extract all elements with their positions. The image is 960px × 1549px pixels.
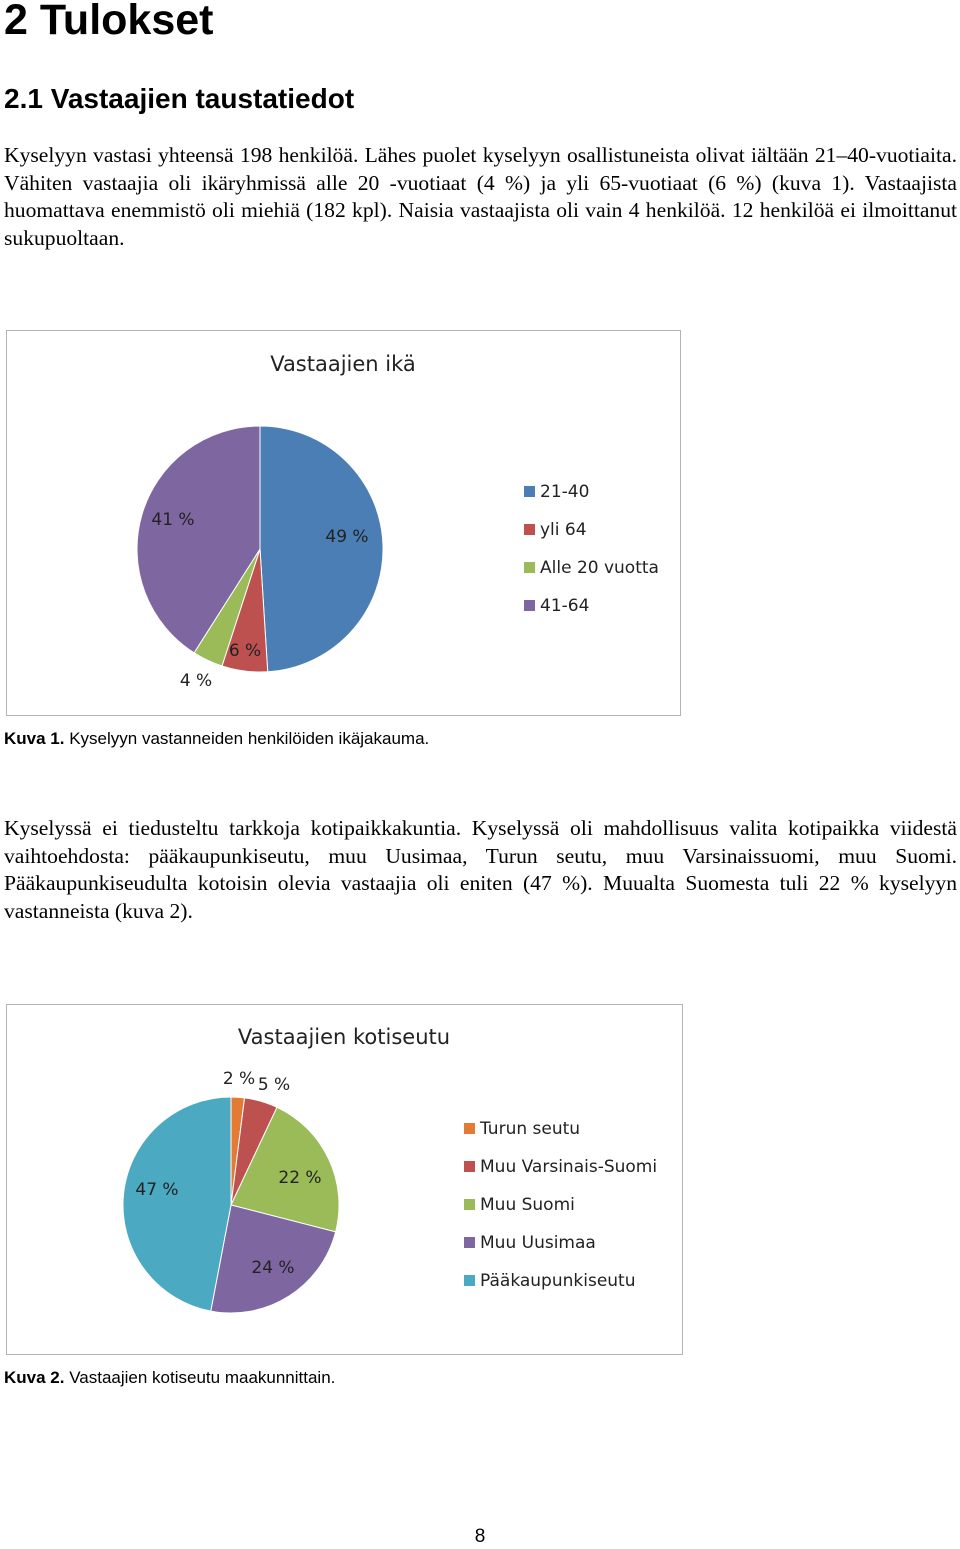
slice-label: 6 % xyxy=(228,641,262,661)
slice-label: 24 % xyxy=(251,1258,295,1278)
slice-label: 4 % xyxy=(179,671,213,691)
page-heading: 2 Tulokset xyxy=(4,0,214,44)
legend-swatch xyxy=(524,524,535,535)
legend-label: Muu Suomi xyxy=(480,1195,575,1215)
legend-swatch xyxy=(464,1237,475,1248)
legend-label: 21-40 xyxy=(540,482,590,502)
legend-label: Muu Varsinais-Suomi xyxy=(480,1157,658,1177)
figure-caption-2 xyxy=(4,1367,335,1389)
legend-swatch xyxy=(524,486,535,497)
legend-label: yli 64 xyxy=(540,520,587,540)
caption-label: Kuva 2. xyxy=(4,1368,65,1387)
slice-label: 47 % xyxy=(135,1180,179,1200)
legend-label: Turun seutu xyxy=(480,1119,581,1139)
legend-label: 41-64 xyxy=(540,596,590,616)
page-number: 8 xyxy=(474,1526,486,1547)
legend-swatch xyxy=(524,600,535,611)
section-heading: 2.1 Vastaajien taustatiedot xyxy=(4,83,355,114)
hometown-pie-chart xyxy=(7,1005,682,1354)
slice-label: 22 % xyxy=(278,1168,322,1188)
legend-label: Muu Uusimaa xyxy=(480,1233,596,1253)
slice-label: 5 % xyxy=(257,1075,291,1095)
legend-swatch xyxy=(464,1123,475,1134)
age-pie-chart xyxy=(7,331,680,715)
figure-caption-1 xyxy=(4,728,429,750)
legend-swatch xyxy=(464,1275,475,1286)
hometown-paragraph: Kyselyssä ei tiedusteltu tarkkoja kotipaikkakuntia. Kyselyssä oli mahdollisuus valita kotipaikka viidestä vaihtoehdosta: pääkaupunkiseutu, muu Uusimaa, Turun seutu, muu Varsinaissuomi, muu Suomi. Pääkaupunkiseudulta kotoisin olevia vastaajia oli eniten (47 %). Muualta Suomesta tuli 22 % kyselyyn vastanneista (kuva 2). xyxy=(4,816,957,923)
slice-label: 2 % xyxy=(222,1069,256,1089)
slice-label: 41 % xyxy=(151,510,195,530)
legend-swatch xyxy=(464,1161,475,1172)
legend xyxy=(524,482,659,616)
hometown-chart xyxy=(6,1004,683,1355)
caption-text: Kyselyyn vastanneiden henkilöiden ikäjakauma. xyxy=(64,729,430,748)
legend-label: Alle 20 vuotta xyxy=(540,558,659,578)
chart-title: Vastaajien ikä xyxy=(270,352,416,376)
slice-label: 49 % xyxy=(325,527,369,547)
pie-slice-pääkaupunkiseutu xyxy=(123,1097,231,1311)
age-chart xyxy=(6,330,681,716)
legend-label: Pääkaupunkiseutu xyxy=(480,1271,636,1291)
pie-slice-21-40 xyxy=(260,426,383,672)
intro-paragraph: Kyselyyn vastasi yhteensä 198 henkilöä. Lähes puolet kyselyyn osallistuneista olivat iältään 21–40-vuotiaita. Vähiten vastaajia oli ikäryhmissä alle 20 -vuotiaat (4 %) ja yli 65-vuotiaat (6 %) (kuva 1). Vastaajista huomattava enemmistö oli miehiä (182 kpl). Naisia vastaajista oli vain 4 henkilöä. 12 henkilöä ei ilmoittanut sukupuoltaan. xyxy=(4,143,957,250)
legend-swatch xyxy=(524,562,535,573)
chart-title: Vastaajien kotiseutu xyxy=(237,1025,451,1049)
caption-label: Kuva 1. xyxy=(4,729,65,748)
caption-text: Vastaajien kotiseutu maakunnittain. xyxy=(64,1368,336,1387)
legend-swatch xyxy=(464,1199,475,1210)
legend xyxy=(464,1119,657,1291)
